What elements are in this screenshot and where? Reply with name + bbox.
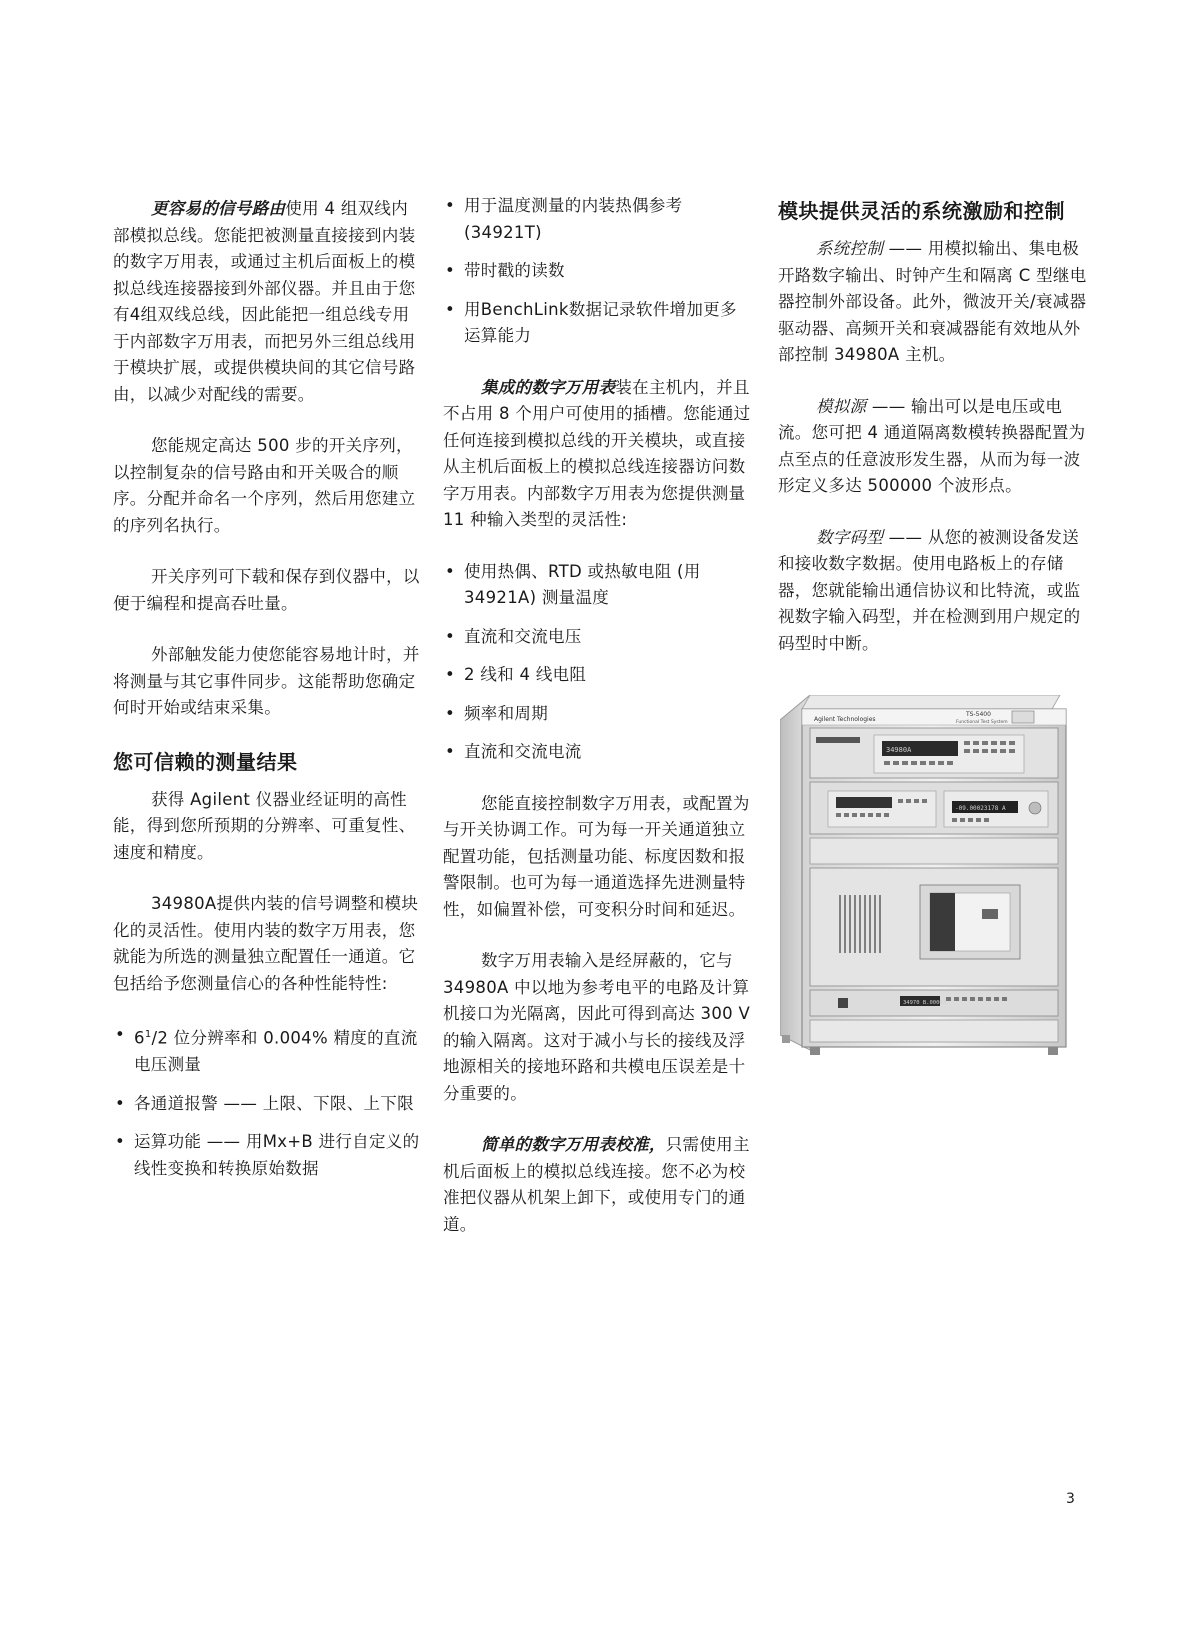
lead-integrated-dmm: 集成的数字万用表 (480, 377, 616, 397)
paragraph-agilent-performance: 获得 Agilent 仪器业经证明的高性能，得到您所预期的分辨率、可重复性、速度和精度。 (113, 789, 416, 862)
lead-signal-routing: 更容易的信号路由 (150, 199, 286, 218)
instrument-rack-photo (780, 695, 1092, 1070)
paragraph-integrated-dmm: 集成的数字万用表装在主机内，并且不占用 8 个用户可使用的插槽。您能通过任何连接到模拟总线的开关模块，或直接从主机后面板上的模拟总线连接器访问数字万用表。内部数字万用表为您提供测量 11 种输入类型的灵活性: (443, 377, 751, 529)
list-item: • $6^1/2$ 位分辨率和 0.004% 精度的直流电压测量 (113, 1022, 423, 1079)
photo-subtitle: Functional Test System (956, 720, 1008, 725)
column-middle (443, 196, 753, 1263)
list-item: • 2 线和 4 线电阻 (443, 662, 753, 689)
feature-list-left (113, 1022, 423, 1182)
photo-model: TS-5400 (966, 711, 991, 718)
paragraph-dmm-control: 您能直接控制数字万用表，或配置为与开关协调工作。可为每一开关通道独立配置功能，包括测量功能、标度因数和报警限制。也可为每一通道选择先进测量特性，如偏置补偿，可变积分时间和延迟。 (443, 793, 750, 919)
section-heading-measurement: 您可信赖的测量结果 (113, 749, 298, 774)
paragraph-digital-pattern: 数字码型 —— 从您的被测设备发送和接收数字数据。使用电路板上的存储器，您就能输出通信协议和比特流，或监视数字输入码型，并在检测到用户规定的码型时中断。 (778, 527, 1081, 653)
list-item: • 直流和交流电压 (443, 624, 753, 651)
list-item: • 用BenchLink数据记录软件增加更多运算能力 (443, 297, 753, 350)
page-number: 3 (1066, 1491, 1075, 1507)
photo-brand: Agilent Technologies (814, 716, 876, 723)
lead-analog-source: 模拟源 (815, 396, 867, 416)
list-item: • 各通道报警 —— 上限、下限、上下限 (113, 1091, 423, 1118)
section-heading-stimulus: 模块提供灵活的系统激励和控制 (778, 199, 1065, 223)
lead-system-control: 系统控制 (815, 239, 884, 258)
paragraph-analog-source: 模拟源 —— 输出可以是电压或电流。您可把 4 通道隔离数模转换器配置为点至点的任意波形发生器，从而为每一波形定义多达 500000 个波形点。 (778, 396, 1086, 495)
list-item: • 带时戳的读数 (443, 258, 753, 285)
paragraph-switch-sequence: 您能规定高达 500 步的开关序列，以控制复杂的信号路由和开关吸合的顺序。分配并命名一个序列，然后用您建立的序列名执行。 (113, 436, 416, 535)
list-item: • 频率和周期 (443, 701, 753, 728)
lead-digital-pattern: 数字码型 (815, 527, 884, 547)
list-item: • 运算功能 —— 用Mx+B 进行自定义的线性变换和转换原始数据 (113, 1129, 423, 1182)
paragraph-sequence-download: 开关序列可下载和保存到仪器中，以便于编程和提高吞吐量。 (113, 567, 420, 613)
paragraph-34980a-flexibility: 34980A提供内装的信号调整和模块化的灵活性。使用内装的数字万用表，您就能为所选的测量独立配置任一通道。它包括给予您测量信心的各种性能特性: (113, 894, 419, 993)
input-type-list (443, 559, 753, 766)
paragraph-dmm-isolation: 数字万用表输入是经屏蔽的，它与 34980A 中以地为参考电平的电路及计算机接口为光隔离，因此可得到高达 300 V 的输入隔离。这对于减小与长的接线及浮地源相关的接地环路和共模电压误差是十分重要的。 (443, 951, 751, 1103)
feature-list-top (443, 193, 753, 350)
paragraph-external-trigger: 外部触发能力使您能容易地计时，并将测量与其它事件同步。这能帮助您确定何时开始或结束采集。 (113, 645, 420, 717)
paragraph-system-control: 系统控制 —— 用模拟输出、集电极开路数字输出、时钟产生和隔离 C 型继电器控制外部设备。此外，微波开关/衰减器驱动器、高频开关和衰减器能有效地从外部控制 34980A 主机。 (778, 239, 1087, 364)
paragraph-signal-routing (113, 196, 423, 408)
photo-display-3: 34970 B.00003 (903, 1000, 947, 1006)
list-item: • 用于温度测量的内装热偶参考 (34921T) (443, 193, 753, 246)
photo-display-2: -09.00023178 A (955, 805, 1006, 812)
paragraph-dmm-calibration: 简单的数字万用表校准，只需使用主机后面板上的模拟总线连接。您不必为校准把仪器从机架上卸下，或使用专门的通道。 (443, 1135, 750, 1234)
lead-calibration: 简单的数字万用表校准， (480, 1135, 666, 1154)
text-signal-routing: 使用 4 组双线内部模拟总线。您能把被测量直接接到内装的数字万用表，或通过主机后面板上的模拟总线连接器接到外部仪器。并且由于您有4组双线总线，因此能把一组总线专用于内部数字万用表，而把另外三组总线用于模块扩展，或提供模块间的其它信号路由，以减少对配线的需要。 (113, 199, 416, 404)
list-item: • 使用热偶、RTD 或热敏电阻 (用 34921A) 测量温度 (443, 559, 753, 612)
list-item: • 直流和交流电流 (443, 739, 753, 766)
column-right (778, 196, 1088, 682)
column-left (113, 196, 423, 1207)
photo-display-1: 34980A (886, 746, 912, 754)
